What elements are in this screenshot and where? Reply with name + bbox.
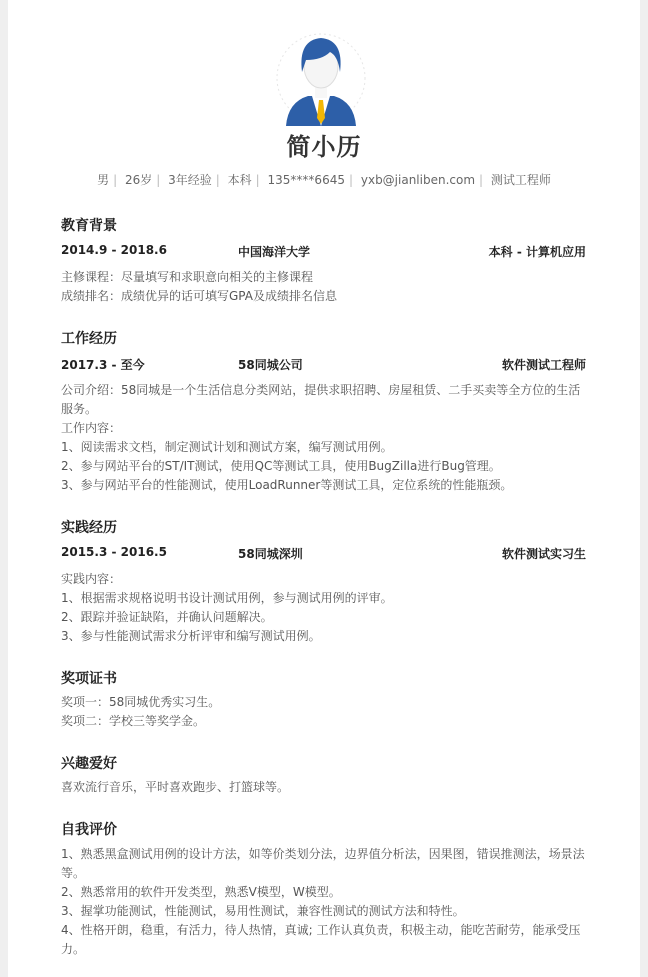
list-item: 2、熟悉常用的软件开发类型，熟悉V模型，W模型。 [61,885,341,899]
practice-company: 58同城深圳 [238,547,303,561]
education-degree: 本科 - 计算机应用 [488,245,586,259]
email: yxb@jianliben.com [360,173,476,187]
list-item: 主修课程：尽量填写和求职意向相关的主修课程 [61,270,314,284]
self-eval-details [61,845,586,959]
practice-row [61,545,586,561]
list-item: 3、握掌功能测试，性能测试，易用性测试，兼容性测试的测试方法和特性。 [61,904,465,918]
list-item: 喜欢流行音乐，平时喜欢跑步、打篮球等。 [61,780,290,794]
work-row [61,356,586,372]
list-item: 成绩排名：成绩优异的话可填写GPA及成绩排名信息 [61,289,337,303]
avatar [276,30,366,126]
work-company: 58同城公司 [238,358,303,372]
education-details [61,268,586,306]
practice-period: 2015.3 - 2016.5 [61,545,167,559]
gender: 男 [97,173,110,187]
work-period: 2017.3 - 至今 [61,358,145,372]
hobbies-title: 兴趣爱好 [61,756,117,772]
target-position: 测试工程师 [490,173,551,187]
personal-info: 男 | 26岁 | 3年经验 | 本科 | 135****6645 | yxb@jianliben.com | 测试工程师 [97,173,551,187]
education-level: 本科 [227,173,252,187]
list-item: 3、参与性能测试需求分析评审和编写测试用例。 [61,629,321,643]
age: 26岁 [124,173,153,187]
work-details [61,381,586,495]
practice-title: 实践经历 [61,520,117,536]
work-title: 工作经历 [61,331,117,347]
education-title: 教育背景 [61,218,117,234]
hobbies-details [61,778,586,797]
practice-role: 软件测试实习生 [501,547,586,561]
phone: 135****6645 [267,173,345,187]
list-item: 4、性格开朗，稳重，有活力，待人热情，真诚; 工作认真负责，积极主动，能吃苦耐劳，能承受压力。 [61,923,581,956]
awards-title: 奖项证书 [61,671,117,687]
list-item: 公司介绍：58同城是一个生活信息分类网站，提供求职招聘、房屋租赁、二手买卖等全方位的生活服务。 [61,383,581,416]
work-role: 软件测试工程师 [501,358,586,372]
list-item: 实践内容： [61,572,122,586]
education-row [61,243,586,259]
list-item: 奖项二：学校三等奖学金。 [61,714,206,728]
list-item: 2、跟踪并验证缺陷，并确认问题解决。 [61,610,273,624]
list-item: 2、参与网站平台的ST/IT测试，使用QC等测试工具，使用BugZilla进行Bug管理。 [61,459,501,473]
list-item: 1、根据需求规格说明书设计测试用例，参与测试用例的评审。 [61,591,393,605]
person-name: 简小历 [286,133,362,161]
list-item: 工作内容： [61,421,122,435]
list-item: 1、阅读需求文档，制定测试计划和测试方案，编写测试用例。 [61,440,393,454]
list-item: 奖项一：58同城优秀实习生。 [61,695,221,709]
education-school: 中国海洋大学 [238,245,311,259]
practice-details [61,570,586,646]
awards-details [61,693,586,731]
list-item: 1、熟悉黑盒测试用例的设计方法，如等价类划分法，边界值分析法，因果图，错误推测法，场景法等。 [61,847,585,880]
list-item: 3、参与网站平台的性能测试，使用LoadRunner等测试工具，定位系统的性能瓶颈。 [61,478,513,492]
education-period: 2014.9 - 2018.6 [61,243,167,257]
self-eval-title: 自我评价 [61,822,117,838]
experience: 3年经验 [168,173,212,187]
